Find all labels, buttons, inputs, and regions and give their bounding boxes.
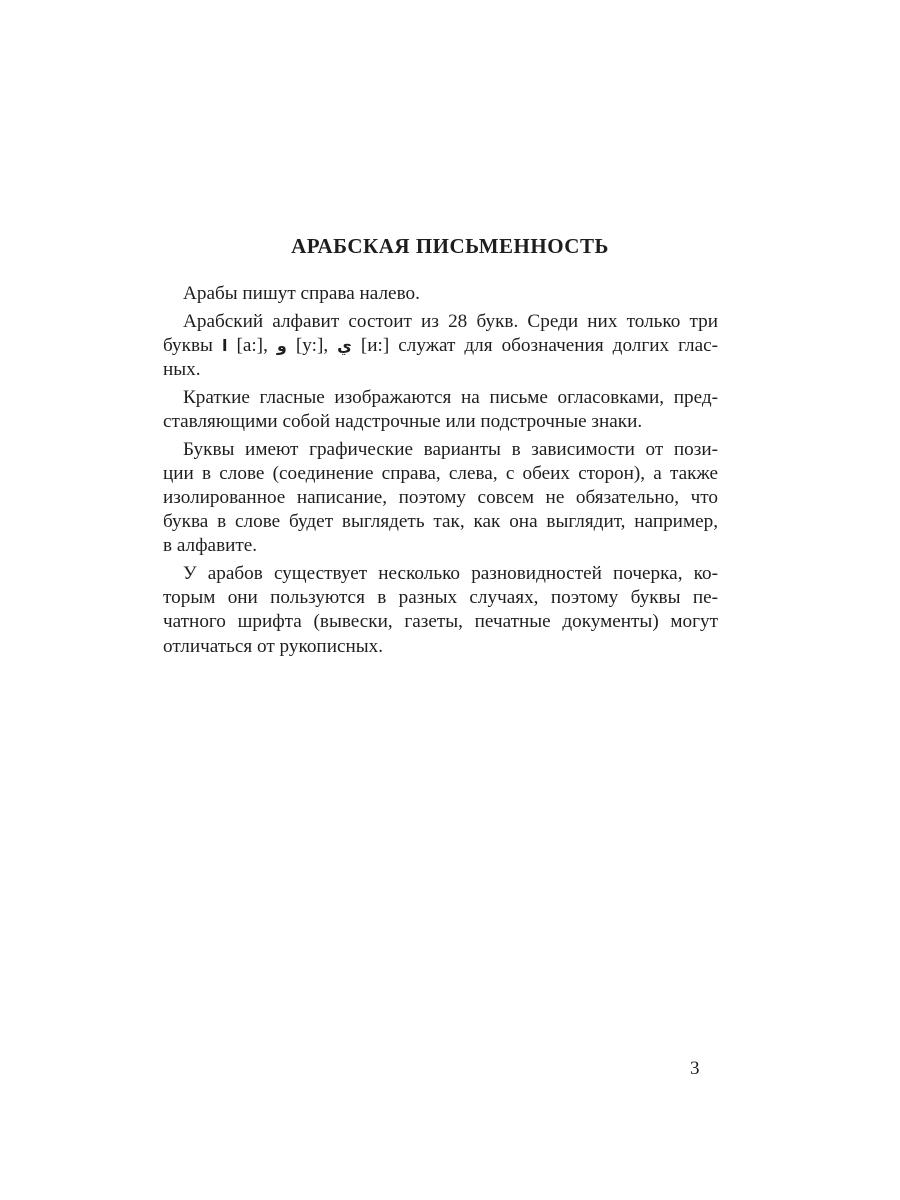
paragraph-5-line-4: отличаться от рукописных.	[163, 635, 384, 657]
text-fragment: буквы	[163, 334, 222, 356]
page-title: АРАБСКАЯ ПИСЬМЕННОСТЬ	[291, 234, 609, 258]
paragraph-4-line-3: изолированное написание, поэтому совсем не обязательно, что	[163, 487, 718, 508]
paragraph-4-line-4: буква в слове будет выглядеть так, как она выглядит, например,	[163, 511, 718, 533]
paragraph-2-line-1: Арабский алфавит состоит из 28 букв. Среди них только три	[183, 310, 718, 332]
body-text	[163, 282, 718, 659]
paragraph-3-line-2: ставляющими собой надстрочные или подстрочные знаки.	[163, 410, 643, 432]
arabic-letter-alif: ا	[221, 335, 228, 355]
page-number: 3	[690, 1058, 700, 1079]
paragraph-5-line-3: чатного шрифта (вывески, газеты, печатные документы) могут	[163, 611, 718, 633]
paragraph-4-line-1: Буквы имеют графические варианты в зависимости от пози-	[183, 438, 718, 460]
paragraph-5-line-1: У арабов существует несколько разновидностей почерка, ко-	[183, 563, 718, 585]
paragraph-2-line-3: ных.	[163, 359, 201, 381]
text-fragment: [а:],	[227, 334, 277, 356]
text-fragment: [и:] служат для обозначения долгих глас-	[351, 334, 719, 356]
paragraph-1-line-1: Арабы пишут справа налево.	[183, 283, 420, 304]
paragraph-4-line-5: в алфавите.	[163, 535, 258, 557]
paragraph-2-line-2	[163, 334, 718, 358]
text-fragment: [у:],	[286, 334, 338, 356]
arabic-letter-ya: ي	[337, 335, 352, 355]
arabic-letter-waw: و	[276, 335, 287, 355]
paragraph-3-line-1: Краткие гласные изображаются на письме огласовками, пред-	[183, 386, 718, 408]
paragraph-5-line-2: торым они пользуются в разных случаях, поэтому буквы пе-	[163, 587, 718, 609]
paragraph-4-line-2: ции в слове (соединение справа, слева, с обеих сторон), а также	[163, 462, 718, 484]
